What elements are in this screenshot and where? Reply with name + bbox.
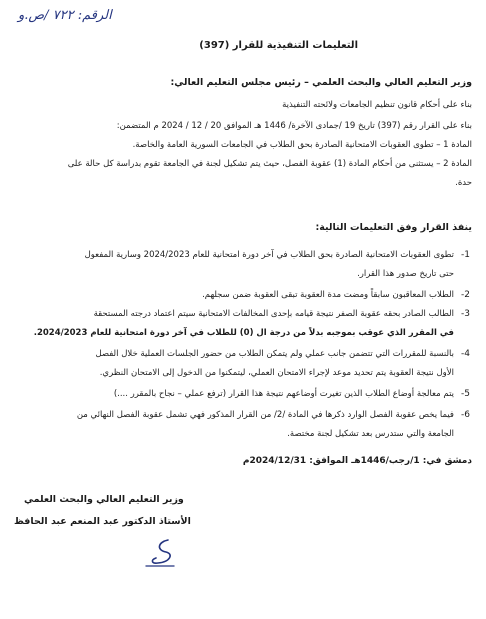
signatory-title: وزير التعليم العالي والبحث العلمي	[24, 494, 184, 505]
item-text: فيما يخص عقوبة الفصل الوارد ذكرها في المادة /2/ من القرار المذكور فهي تشمل عقوبة الفصل النهائي من	[76, 410, 454, 420]
item-text: الطلاب المعاقبون سابقاً ومضت مدة العقوبة تبقى العقوبة ضمن سجلهم.	[202, 290, 454, 300]
article-2: المادة 2 – يستثنى من أحكام المادة (1) عقوبة الفصل، حيث يتم تشكيل لجنة في الجامعة تقوم بدراسة كل حالة على	[67, 159, 472, 169]
item-text: بالنسبة للمقررات التي تتضمن جانب عملي ولم يتمكن الطلاب من حضور الجلسات العملية خلال الفصل	[95, 349, 454, 359]
item-text: حتى تاريخ صدور هذا القرار.	[357, 269, 454, 279]
preamble-line: بناء على أحكام قانون تنظيم الجامعات ولائحته التنفيذية	[282, 100, 472, 110]
item-number: 1-	[461, 250, 470, 260]
article-2-continued: حدة.	[455, 178, 472, 188]
article-1: المادة 1 – تطوى العقوبات الامتحانية الصادرة بحق الطلاب في الجامعات السورية العامة والخاصة.	[132, 140, 472, 150]
document-title: التعليمات التنفيذية للقرار (397)	[199, 40, 358, 51]
reference-value: ٧٢٢ /ص.و	[18, 8, 74, 23]
reference-number	[18, 8, 112, 23]
handwritten-signature	[130, 532, 190, 572]
addressee: وزير التعليم العالي والبحث العلمي – رئيس مجلس التعليم العالي:	[170, 77, 472, 88]
reference-label: الرقم:	[77, 8, 112, 23]
item-number: 2-	[461, 290, 470, 300]
signatory-name: الأستاذ الدكتور عبد المنعم عبد الحافظ	[14, 516, 191, 527]
implementation-heading: ينفذ القرار وفق التعليمات التالية:	[315, 222, 472, 233]
item-number: 4-	[461, 349, 470, 359]
item-text: الأول نتيجة العقوبة يتم تحديد موعد لإجراء الامتحان العملي، ليتمكنوا من الدخول إلى الامتحان النظري.	[99, 368, 454, 378]
item-text: الطالب الصادر بحقه عقوبة الصفر نتيجة قيامه بإحدى المخالفات الامتحانية سيتم اعتماد درجته المستحقة	[93, 309, 454, 319]
item-text: الجامعة والتي ستدرس بعد تشكيل لجنة مختصة.	[287, 429, 454, 439]
issue-date: دمشق في: 1/رجب/1446هـ الموافق: 2024/12/31م	[242, 456, 472, 466]
item-number: 3-	[461, 309, 470, 319]
item-text: في المقرر الذي عوقب بموجبه بدلاً من درجة ال (0) للطلاب في آخر دورة امتحانية للعام 2024/2023.	[33, 328, 454, 338]
item-number: 6-	[461, 410, 470, 420]
preamble-line: بناء على القرار رقم (397) تاريخ 19 /جمادى الآخرة/ 1446 هـ الموافق 20 / 12 / 2024 م المتضمن:	[116, 121, 472, 131]
item-text: تطوى العقوبات الامتحانية الصادرة بحق الطلاب في آخر دورة امتحانية للعام 2024/2023 وسارية المفعول	[84, 250, 454, 260]
item-text: يتم معالجة أوضاع الطلاب الذين تغيرت أوضاعهم نتيجة هذا القرار (ترفع عملي – نجاح بالمقرر ....)	[113, 389, 454, 399]
item-number: 5-	[461, 389, 470, 399]
